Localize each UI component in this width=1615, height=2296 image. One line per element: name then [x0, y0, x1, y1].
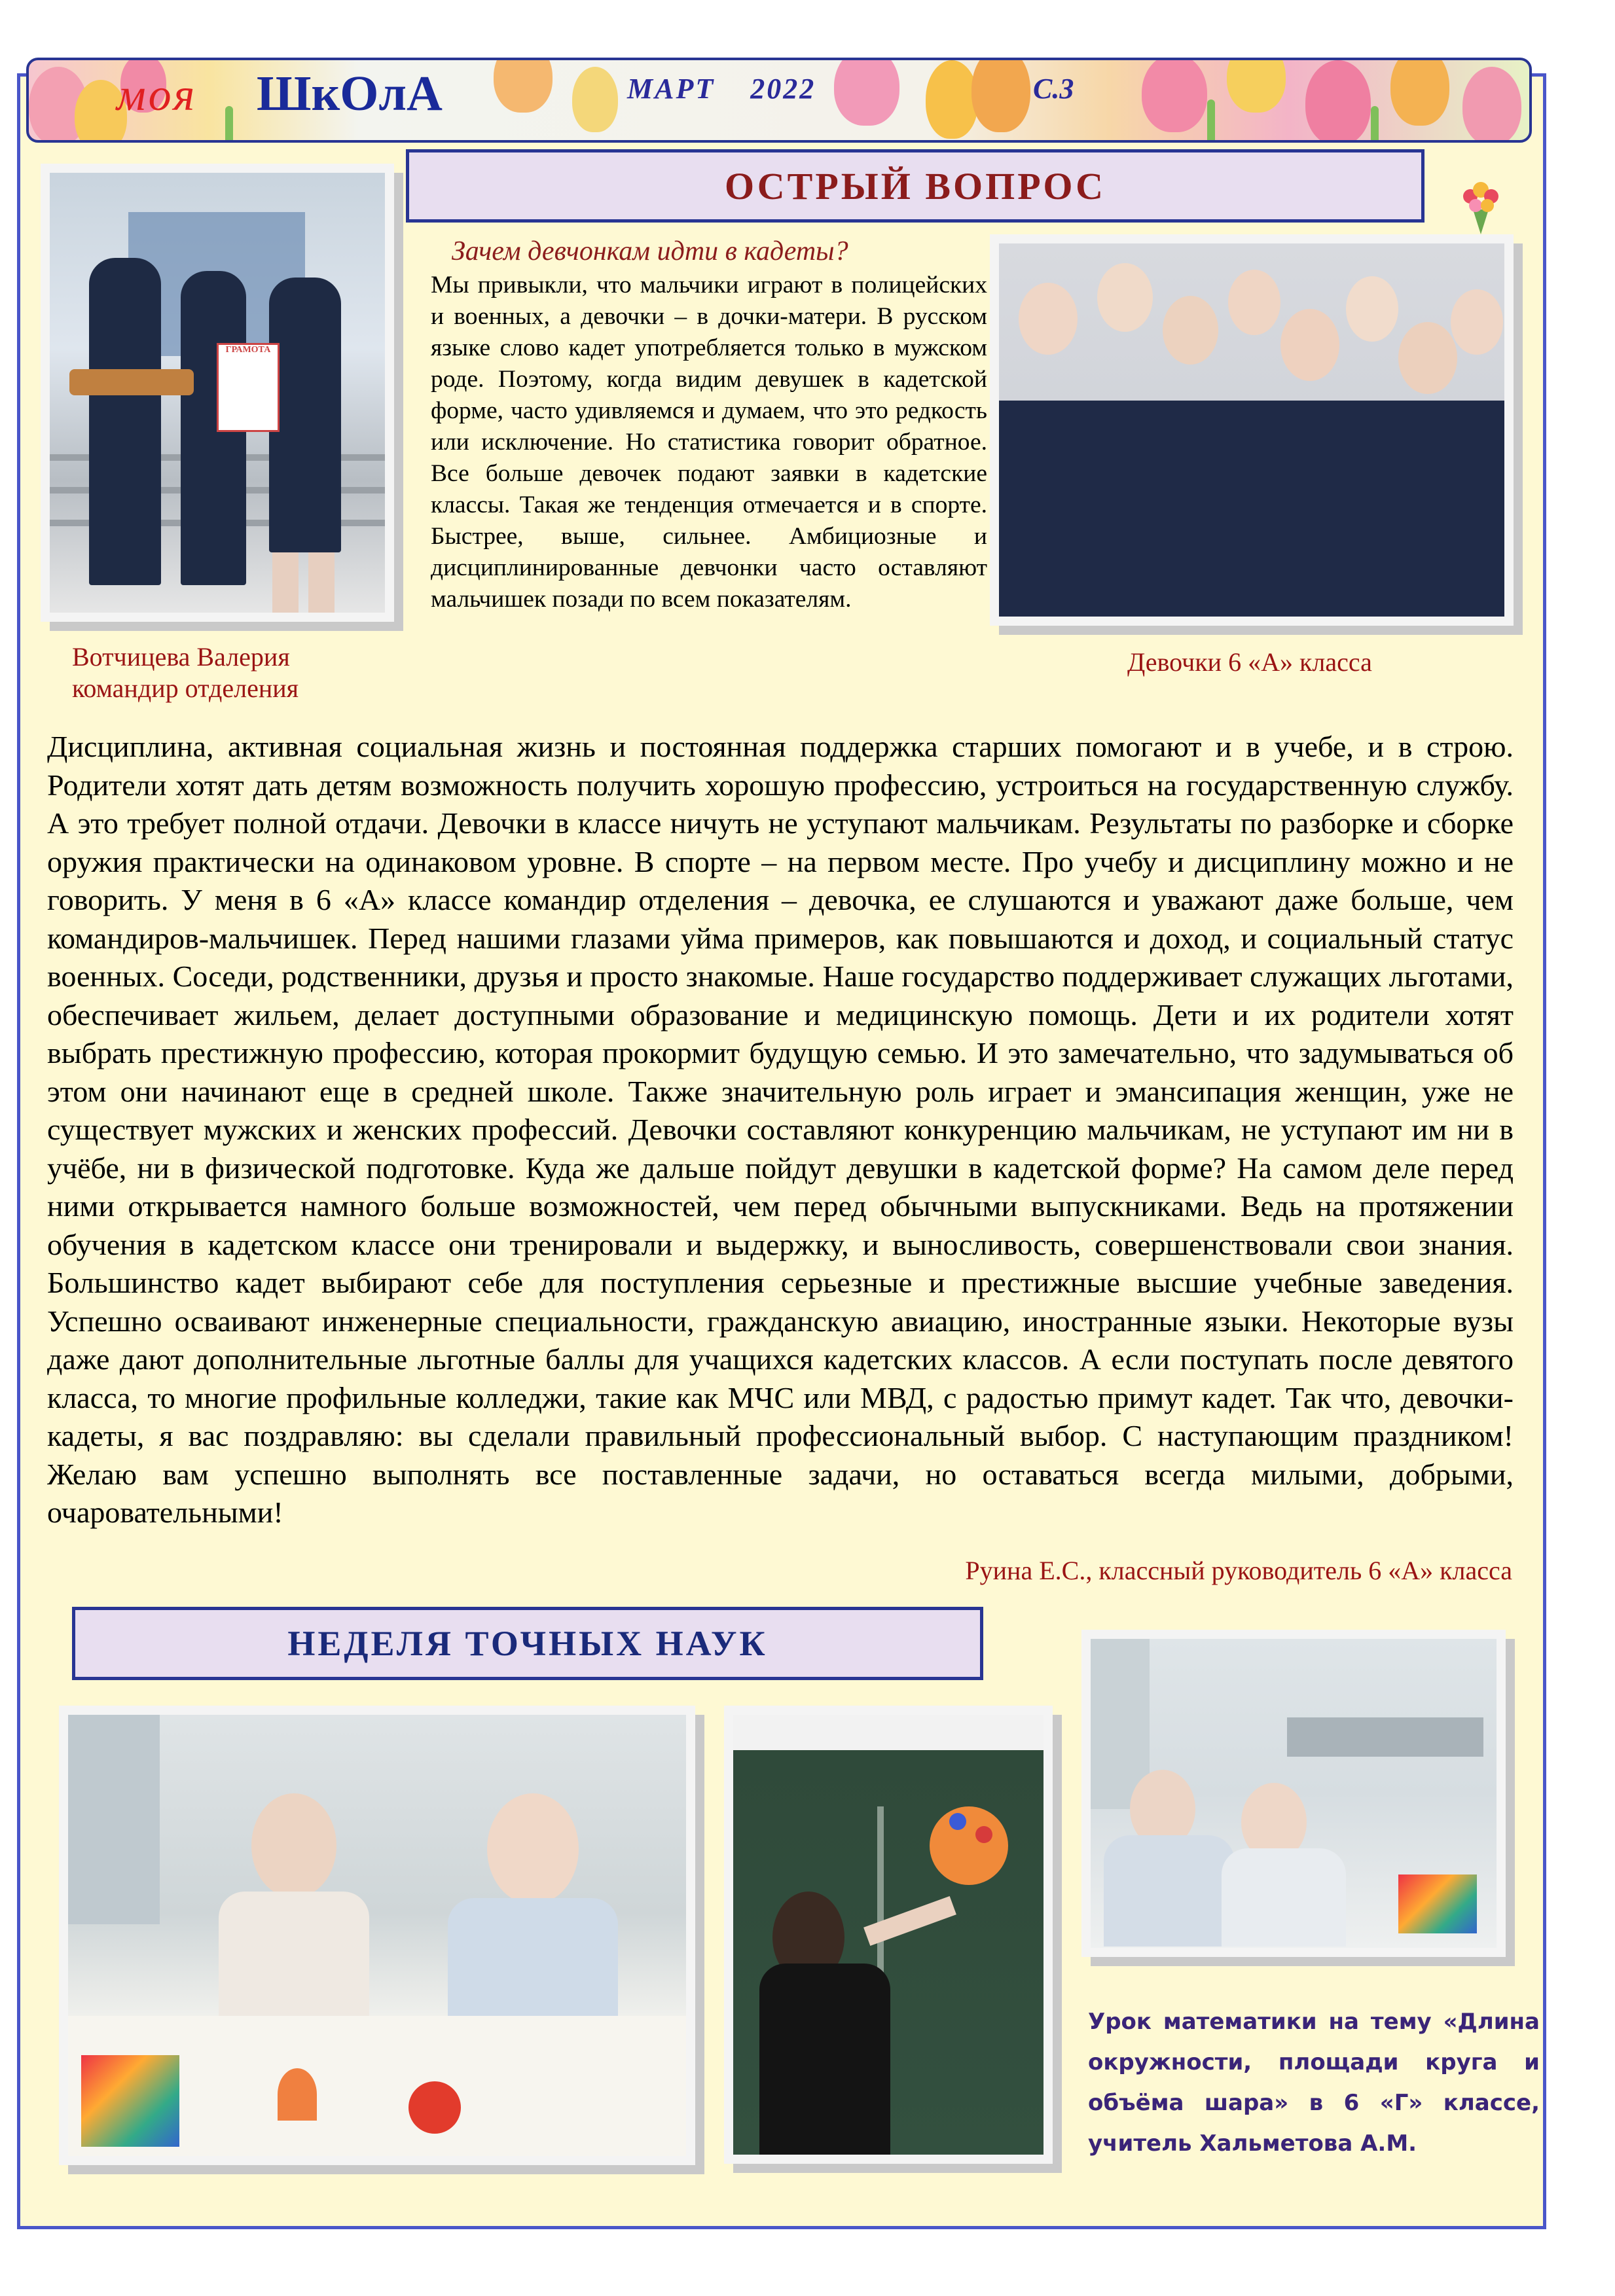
- issue-date: МАРТ 2022: [627, 73, 816, 105]
- caption-role: командир отделения: [72, 673, 299, 703]
- bouquet-icon: [1455, 177, 1507, 236]
- article-question: Зачем девчонкам идти в кадеты?: [452, 236, 848, 266]
- caption-name: Вотчицева Валерия: [72, 642, 290, 672]
- article-body: Дисциплина, активная социальная жизнь и постоянная поддержка старших помогают и в учебе, и в строю. Родители хотят дать детям возможность получить хорошую профессию, устроиться на государственную службу. А это требует полной отдачи. Девочки в классе ничуть не уступают мальчикам. Результаты по разборке и сборке оружия практически на одинаковом уровне. В спорте – на первом месте. Про учебу и дисциплину можно и не говорить. У меня в 6 «А» классе командир отделения – девочка, ее слушаются и уважают даже больше, чем командиров-мальчишек. Перед нашими глазами уйма примеров, как повышаются и доход, и социальный статус военных. Соседи, родственники, друзья и просто знакомые. Наше государство поддерживает служащих льготами, обеспечивает жильем, делает доступными образование и медицинскую помощь. Дети и их родители хотят выбрать престижную профессию, которая прокормит будущую семью. И это замечательно, что задумываться об этом они начинают еще в средней школе. Также значительную роль играет и эмансипация женщин, уже не существует мужских и женских профессий. Девочки составляют конкуренцию мальчикам, не уступают им ни в учёбе, ни в физической подготовке. Куда же дальше пойдут девушки в кадетской форме? На самом деле перед ними открывается намного больше возможностей, чем перед обычными выпускниками. Ведь на протяжении обучения в кадетском классе они тренировали и выдержку, и выносливость, совершенствовали свои знания. Большинство кадет выбирают себе для поступления серьезные и престижные высшие учебные заведения. Успешно осваивают инженерные специальности, гражданскую авиацию, иностранные языки. Некоторые вузы даже дают дополнительные льготные баллы для учащихся кадетских классов. А если поступать после девятого класса, то многие профильные колледжи, такие как МЧС или МВД, с радостью примут кадет. Так что, девочки-кадеты, я вас поздравляю: вы сделали правильный профессиональный выбор. С наступающим праздником! Желаю вам успешно выполнять все поставленные задачи, но оставаться всегда милыми, добрыми, очаровательными!: [47, 730, 1514, 1529]
- photo-teacher-board: [724, 1706, 1053, 2164]
- math-lesson-caption: Урок математики на тему «Длина окружности, площади круга и объёма шара» в 6 «Г» классе, учитель Хальметова А.М.: [1088, 2009, 1540, 2157]
- photo-caption-girls: Девочки 6 «А» класса: [1127, 647, 1372, 677]
- photo-girls-6a: [990, 234, 1514, 626]
- photo-cadets-award: [41, 164, 394, 622]
- photo-classroom-students: [59, 1706, 695, 2165]
- article-intro: Мы привыкли, что мальчики играют в полицейских и военных, а девочки – в дочки-матери. В русском языке слово кадет употребляется только в мужском роде. Поэтому, когда видим девушек в кадетской форме, часто удивляемся и думаем, что это редкость или исключение. Но статистика говорит обратное. Все больше девочек подают заявки в кадетские классы. Такая же тенденция отмечается и в спорте. Быстрее, выше, сильнее. Амбициозные и дисциплинированные девчонки часто оставляют мальчишек позади по всем показателям.: [431, 272, 987, 613]
- page-number: С.3: [1033, 73, 1074, 105]
- masthead-moya: моя: [117, 70, 198, 120]
- section-heading-ostryi-vopros: ОСТРЫЙ ВОПРОС: [406, 149, 1424, 223]
- photo-caption-commander: [72, 641, 360, 704]
- diploma-sign: ГРАМОТА: [217, 343, 280, 432]
- section-heading-nedelya-tochnyh-nauk: НЕДЕЛЯ ТОЧНЫХ НАУК: [72, 1607, 983, 1680]
- masthead-shkola: ШкОлА: [257, 66, 443, 121]
- article-author: Руина Е.С., классный руководитель 6 «А» класса: [965, 1556, 1512, 1585]
- photo-classroom-wide: [1081, 1630, 1506, 1957]
